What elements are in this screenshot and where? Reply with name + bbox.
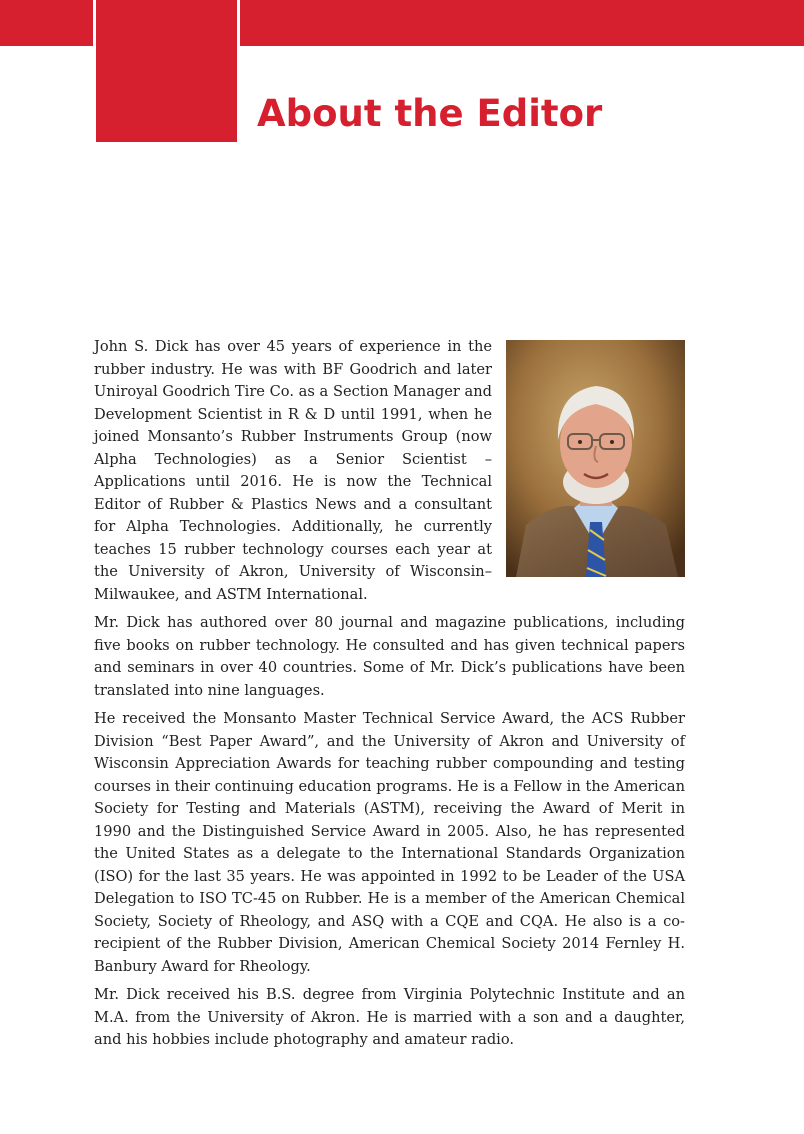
bio-paragraph: John S. Dick has over 45 years of experience in the rubber industry. He was with BF Goodrich and later Uniroyal Goodrich Tire Co. as a Section Manager and Development Scientist in R & D until 1991, when he joined Monsanto’s Rubber Instruments Group (now Alpha Technologies) as a Senior Scientist – Applications until 2016. He is now the Technical Editor of Rubber & Plastics News and a consultant for Alpha Technologies. Additionally, he currently teaches 15 rubber technology courses each year at the University of Akron, University of Wisconsin–Milwaukee, and ASTM International.: [94, 338, 492, 603]
bio-paragraph: He received the Monsanto Master Technical Service Award, the ACS Rubber Division “Best Paper Award”, and the University of Akron and University of Wisconsin Appreciation Awards for teaching rubber compounding and testing courses in their continuing education programs. He is a Fellow in the American Society for Testing and Materials (ASTM), receiving the Award of Merit in 1990 and the Distinguished Service Award in 2005. Also, he has represented the United States as a delegate to the International Standards Organization (ISO) for the last 35 years. He was appointed in 1992 to be Leader of the USA Delegation to ISO TC-45 on Rubber. He is a member of the American Chemical Society, Society of Rheology, and ASQ with a CQE and CQA. He also is a co-recipient of the Rubber Division, American Chemical Society 2014 Fernley H. Banbury Award for Rheology.: [94, 710, 685, 975]
editor-portrait: [506, 340, 685, 577]
header-bar-left: [0, 0, 93, 46]
bio-paragraph: Mr. Dick has authored over 80 journal and magazine publications, including five books on rubber technology. He consulted and has given technical papers and seminars in over 40 countries. Some of Mr. Dick’s publications have been translated into nine languages.: [94, 614, 685, 699]
header-bar-right: [240, 0, 804, 46]
bio-paragraph: Mr. Dick received his B.S. degree from Virginia Polytechnic Institute and an M.A. from the University of Akron. He is married with a son and a daughter, and his hobbies include photography and amateur radio.: [94, 986, 685, 1048]
header-block: [96, 0, 237, 142]
bio-content: [94, 336, 685, 1058]
page-title: About the Editor: [257, 92, 603, 135]
